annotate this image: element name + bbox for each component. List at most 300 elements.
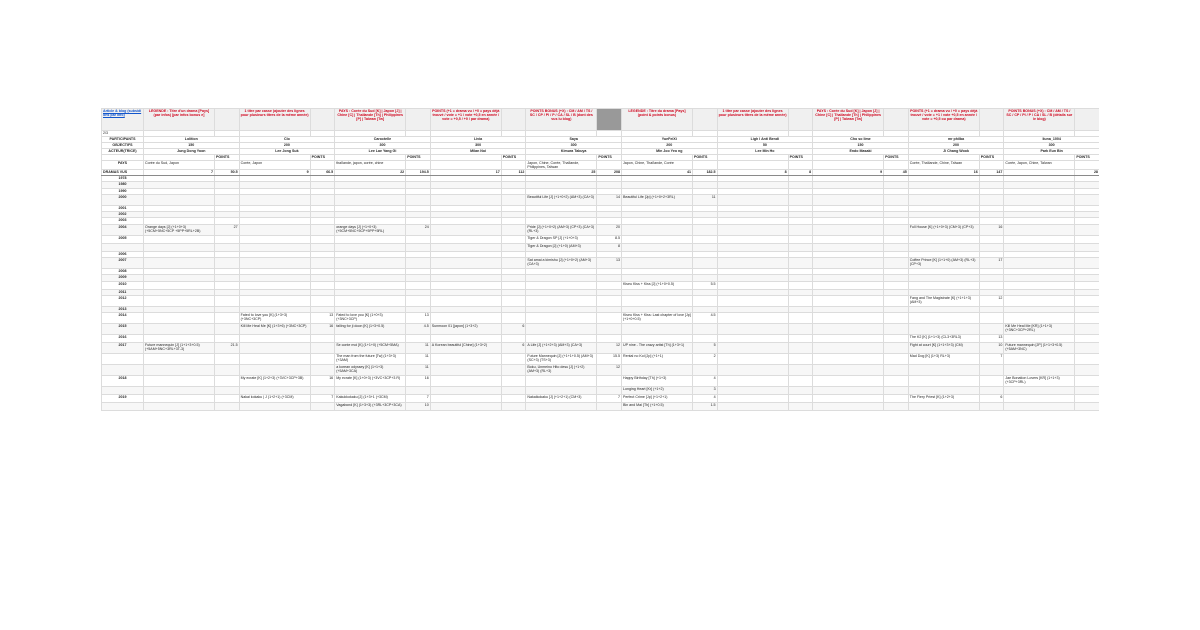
sheet-cell[interactable]: [979, 324, 1004, 335]
drama-count[interactable]: 7: [144, 170, 215, 176]
sheet-cell[interactable]: [239, 258, 310, 269]
sheet-cell[interactable]: [1004, 194, 1075, 205]
sheet-cell[interactable]: [239, 387, 310, 395]
drama-entry[interactable]: Beautiful Life [J] (+1+0+2) (AM+3) (CA+3): [526, 194, 597, 205]
sheet-cell[interactable]: [621, 365, 692, 376]
year-label[interactable]: 2017: [102, 343, 144, 354]
sheet-cell[interactable]: [310, 343, 335, 354]
sheet-cell[interactable]: [215, 376, 240, 387]
points-total[interactable]: 66.5: [310, 170, 335, 176]
participant-countries[interactable]: [430, 161, 501, 170]
sheet-cell[interactable]: [239, 365, 310, 376]
sheet-cell[interactable]: [501, 295, 526, 306]
drama-points[interactable]: 10: [406, 403, 431, 411]
header-spacer[interactable]: [979, 109, 1004, 131]
sheet-cell[interactable]: [813, 281, 884, 289]
drama-points[interactable]: 5.5: [692, 281, 717, 289]
sheet-cell[interactable]: [908, 313, 979, 324]
participant-name[interactable]: Ligh I Anti Bendi: [717, 137, 813, 143]
points-label[interactable]: POINTS: [215, 155, 240, 161]
drama-points[interactable]: 10: [979, 343, 1004, 354]
participant-name[interactable]: YueFeiXi: [621, 137, 717, 143]
sheet-cell[interactable]: [1004, 295, 1075, 306]
sheet-cell[interactable]: [406, 243, 431, 251]
drama-count[interactable]: 9: [813, 170, 884, 176]
drama-entry[interactable]: Orange days [J] (+1+0+3) (+5CM+5NC+5CP +5PP+5RL+2B): [144, 224, 215, 235]
sheet-cell[interactable]: [1075, 258, 1099, 269]
sheet-cell[interactable]: [788, 343, 813, 354]
drama-entry[interactable]: Fated to love you [K] (1+0+3) (+3NC+3CP): [335, 313, 406, 324]
drama-points[interactable]: 11: [406, 343, 431, 354]
participant-goal[interactable]: 300: [1004, 143, 1099, 149]
sheet-cell[interactable]: [215, 354, 240, 365]
participant-countries[interactable]: Corée du Sud, Japon: [144, 161, 215, 170]
sheet-cell[interactable]: [310, 354, 335, 365]
sheet-cell[interactable]: [884, 335, 909, 343]
drama-entry[interactable]: Fated to love you [K] (1+3+3) (+3NC+3CP): [239, 313, 310, 324]
drama-entry[interactable]: Sat amai a kimishu [J] (+1+0+2) (AM+3) (CA+3): [526, 258, 597, 269]
sheet-cell[interactable]: [788, 235, 813, 243]
sheet-cell[interactable]: [501, 403, 526, 411]
drama-points[interactable]: 4: [692, 376, 717, 387]
row-label-objectifs[interactable]: OBJECTIFS: [102, 143, 144, 149]
sheet-cell[interactable]: [884, 194, 909, 205]
participant-goal[interactable]: 50: [717, 143, 813, 149]
points-total[interactable]: 182.5: [692, 170, 717, 176]
year-label[interactable]: 1990: [102, 188, 144, 194]
sheet-cell[interactable]: [1075, 335, 1099, 343]
sheet-cell[interactable]: [239, 343, 310, 354]
sheet-cell[interactable]: [406, 295, 431, 306]
sheet-cell[interactable]: [501, 224, 526, 235]
sheet-cell[interactable]: [1004, 395, 1075, 403]
sheet-cell[interactable]: [813, 343, 884, 354]
points-total[interactable]: 112: [501, 170, 526, 176]
legend-header[interactable]: POINTS BONUS (+X) : CM / AM / TS / SC / CP / PI / P / CA / SL / B (détails sur le blog): [1004, 109, 1075, 131]
points-label[interactable]: POINTS: [597, 155, 622, 161]
drama-points[interactable]: 4: [692, 395, 717, 403]
sheet-cell[interactable]: [406, 258, 431, 269]
sheet-cell[interactable]: [310, 235, 335, 243]
sheet-cell[interactable]: [884, 403, 909, 411]
year-label[interactable]: 2009: [102, 275, 144, 281]
header-spacer[interactable]: [597, 109, 622, 131]
sheet-cell[interactable]: [788, 376, 813, 387]
sheet-cell[interactable]: [310, 365, 335, 376]
sheet-cell[interactable]: [908, 403, 979, 411]
legend-header[interactable]: POINTS (+1 = drama vu / +0 = pays déjà trouvé / vote = +1 / vote +0,5 en année / vote = +0,5 ou par drama): [908, 109, 979, 131]
sheet-cell[interactable]: [144, 295, 215, 306]
sheet-cell[interactable]: [239, 281, 310, 289]
year-label[interactable]: [102, 243, 144, 251]
participant-actor[interactable]: Min Joo Yeo ng: [621, 149, 717, 155]
sheet-cell[interactable]: [526, 387, 597, 395]
sheet-cell[interactable]: [501, 161, 526, 170]
legend-header[interactable]: 1 titre par casse (ajouter des lignes pour plusieurs titres de la même année): [239, 109, 310, 131]
sheet-cell[interactable]: [621, 235, 692, 243]
sheet-cell[interactable]: [144, 395, 215, 403]
sheet-cell[interactable]: [144, 324, 215, 335]
sheet-cell[interactable]: [215, 324, 240, 335]
sheet-cell[interactable]: [1075, 194, 1099, 205]
sheet-cell[interactable]: [406, 281, 431, 289]
sheet-cell[interactable]: [717, 235, 788, 243]
legend-header[interactable]: LÉGENDE : Titre d'un drama [Pays] (par infos) [par infos bonus e]: [144, 109, 215, 131]
sheet-cell[interactable]: [597, 161, 622, 170]
sheet-cell[interactable]: [310, 161, 335, 170]
drama-entry[interactable]: My ecrate [K] (1+2+3) (+3VC+3CP+3B): [239, 376, 310, 387]
year-label[interactable]: 2010: [102, 281, 144, 289]
drama-entry[interactable]: Future mannequin [J] (1+1+3+0.5) (+5AM+5NC+3RL+3T-3): [144, 343, 215, 354]
sheet-cell[interactable]: [406, 194, 431, 205]
sheet-cell[interactable]: [1075, 243, 1099, 251]
sheet-cell[interactable]: [430, 395, 501, 403]
drama-points[interactable]: 12: [597, 365, 622, 376]
sheet-cell[interactable]: [908, 281, 979, 289]
points-total[interactable]: 208: [597, 170, 622, 176]
participant-actor[interactable]: Jung Dong Yoon: [144, 149, 240, 155]
header-spacer[interactable]: [501, 109, 526, 131]
sheet-cell[interactable]: [526, 324, 597, 335]
points-total[interactable]: 28: [1075, 170, 1099, 176]
drama-entry[interactable]: Vagabond [K] (1+3+3) (+3RL+3CP+3CA): [335, 403, 406, 411]
year-label[interactable]: 2018: [102, 376, 144, 387]
year-label[interactable]: [102, 387, 144, 395]
sheet-cell[interactable]: [1075, 365, 1099, 376]
points-label[interactable]: POINTS: [788, 155, 813, 161]
sheet-cell[interactable]: [908, 235, 979, 243]
sheet-cell[interactable]: [621, 224, 692, 235]
year-label[interactable]: 2013: [102, 306, 144, 312]
sheet-cell[interactable]: [692, 243, 717, 251]
drama-count[interactable]: 41: [621, 170, 692, 176]
sheet-cell[interactable]: [239, 194, 310, 205]
sheet-cell[interactable]: [979, 387, 1004, 395]
sheet-cell[interactable]: [717, 395, 788, 403]
drama-entry[interactable]: Tiger & Dragon [J] (+1+0) (AM+3): [526, 243, 597, 251]
year-label[interactable]: 2006: [102, 251, 144, 257]
drama-points[interactable]: 13: [406, 313, 431, 324]
row-label-dramas[interactable]: DRAMAS VUS: [102, 170, 144, 176]
sheet-cell[interactable]: [621, 324, 692, 335]
row-label-participants[interactable]: PARTICIPANTS: [102, 137, 144, 143]
drama-points[interactable]: [1075, 343, 1099, 354]
sheet-cell[interactable]: [788, 281, 813, 289]
drama-entry[interactable]: Fang and The Magistrate [K] (+1+1+3) (AM+3): [908, 295, 979, 306]
participant-countries[interactable]: [813, 161, 884, 170]
sheet-cell[interactable]: [813, 258, 884, 269]
sheet-cell[interactable]: [788, 354, 813, 365]
sheet-cell[interactable]: [215, 295, 240, 306]
year-label[interactable]: 2012: [102, 295, 144, 306]
sheet-cell[interactable]: [597, 324, 622, 335]
sheet-cell[interactable]: [884, 387, 909, 395]
sheet-cell[interactable]: [692, 335, 717, 343]
drama-entry[interactable]: Kiseu Kiss + Kiss [J] (+1+0+0.5): [621, 281, 692, 289]
sheet-cell[interactable]: [335, 194, 406, 205]
header-spacer[interactable]: [310, 109, 335, 131]
year-label[interactable]: 2014: [102, 313, 144, 324]
sheet-cell[interactable]: [788, 161, 813, 170]
sheet-cell[interactable]: [979, 365, 1004, 376]
sheet-cell[interactable]: [310, 224, 335, 235]
header-spacer[interactable]: [406, 109, 431, 131]
sheet-cell[interactable]: [717, 335, 788, 343]
points-label[interactable]: POINTS: [310, 155, 335, 161]
sheet-cell[interactable]: [310, 243, 335, 251]
drama-count[interactable]: 9: [239, 170, 310, 176]
sheet-cell[interactable]: [239, 295, 310, 306]
sheet-cell[interactable]: [813, 243, 884, 251]
sheet-cell[interactable]: [1004, 281, 1075, 289]
sheet-cell[interactable]: [215, 313, 240, 324]
participant-name[interactable]: Lolition: [144, 137, 240, 143]
sheet-cell[interactable]: [979, 235, 1004, 243]
sheet-cell[interactable]: [310, 194, 335, 205]
year-label[interactable]: [102, 365, 144, 376]
sheet-cell[interactable]: [144, 235, 215, 243]
sheet-cell[interactable]: [813, 395, 884, 403]
drama-points[interactable]: 6: [501, 324, 526, 335]
sheet-cell[interactable]: [884, 354, 909, 365]
sheet-cell[interactable]: [501, 235, 526, 243]
sheet-cell[interactable]: [144, 354, 215, 365]
sheet-cell[interactable]: [813, 224, 884, 235]
drama-points[interactable]: 4.5: [406, 324, 431, 335]
drama-entry[interactable]: The Fiery Priest [K] (1+2+3): [908, 395, 979, 403]
sheet-cell[interactable]: [717, 387, 788, 395]
row-label-pays[interactable]: PAYS: [102, 161, 144, 170]
sheet-link[interactable]: Article & blog (subsidi ons par info): [102, 109, 144, 131]
header-spacer[interactable]: [788, 109, 813, 131]
drama-entry[interactable]: Kiseu Kiss + Kiss: Last chapter of love [Jp] (+1+0+0.5): [621, 313, 692, 324]
sheet-cell[interactable]: [813, 324, 884, 335]
sheet-cell[interactable]: [884, 365, 909, 376]
drama-points[interactable]: 12: [597, 343, 622, 354]
sheet-cell[interactable]: [144, 313, 215, 324]
sheet-cell[interactable]: [215, 395, 240, 403]
drama-points[interactable]: 16: [406, 376, 431, 387]
participant-goal[interactable]: 300: [335, 143, 431, 149]
sheet-cell[interactable]: [215, 365, 240, 376]
sheet-cell[interactable]: [1075, 295, 1099, 306]
participant-countries[interactable]: Corée, Thaïlande, Chine, Taïwan: [908, 161, 979, 170]
drama-points[interactable]: 17: [979, 258, 1004, 269]
drama-points[interactable]: 1.5: [692, 403, 717, 411]
sheet-cell[interactable]: [144, 403, 215, 411]
drama-entry[interactable]: orange days [J] (+1+0+3) (+5CM+5NC+5CP+5PP+5RL): [335, 224, 406, 235]
participant-actor[interactable]: Lee Jong Suk: [239, 149, 335, 155]
participant-goal[interactable]: 200: [621, 143, 717, 149]
sheet-cell[interactable]: [501, 365, 526, 376]
sheet-cell[interactable]: [215, 387, 240, 395]
header-spacer[interactable]: [1075, 109, 1099, 131]
points-label[interactable]: POINTS: [979, 155, 1004, 161]
sheet-cell[interactable]: [215, 235, 240, 243]
sheet-cell[interactable]: [310, 258, 335, 269]
sheet-cell[interactable]: [597, 295, 622, 306]
drama-entry[interactable]: Beautiful Life [Jp] (+1+0+2+3RL): [621, 194, 692, 205]
sheet-cell[interactable]: [406, 387, 431, 395]
drama-count[interactable]: 16: [908, 170, 979, 176]
sheet-cell[interactable]: [908, 365, 979, 376]
drama-points[interactable]: 16: [979, 224, 1004, 235]
sheet-cell[interactable]: [908, 376, 979, 387]
drama-points[interactable]: 16: [310, 324, 335, 335]
sheet-cell[interactable]: [717, 343, 788, 354]
participant-actor[interactable]: Kimura Takuya: [526, 149, 622, 155]
points-label[interactable]: POINTS: [884, 155, 909, 161]
drama-points[interactable]: 13: [310, 313, 335, 324]
sheet-cell[interactable]: [430, 376, 501, 387]
drama-points[interactable]: 3: [692, 387, 717, 395]
points-total[interactable]: 8: [788, 170, 813, 176]
drama-entry[interactable]: Nakai kokaku | J (1+2+1) (+3CM): [239, 395, 310, 403]
sheet-cell[interactable]: [526, 281, 597, 289]
drama-count[interactable]: 22: [335, 170, 406, 176]
drama-entry[interactable]: Happy Birthday [Th] (+1+3): [621, 376, 692, 387]
sheet-cell[interactable]: [813, 295, 884, 306]
sheet-cell[interactable]: [717, 281, 788, 289]
drama-entry[interactable]: A Life [J] (+1+2+3) (AM+3) (CA+3): [526, 343, 597, 354]
sheet-cell[interactable]: [430, 354, 501, 365]
sheet-cell[interactable]: [501, 387, 526, 395]
sheet-cell[interactable]: [144, 281, 215, 289]
sheet-cell[interactable]: [1075, 354, 1099, 365]
sheet-cell[interactable]: [621, 335, 692, 343]
sheet-cell[interactable]: [597, 376, 622, 387]
drama-points[interactable]: 7: [979, 354, 1004, 365]
header-spacer[interactable]: [215, 109, 240, 131]
participant-name[interactable]: Saya: [526, 137, 622, 143]
drama-points[interactable]: 6: [979, 395, 1004, 403]
sheet-cell[interactable]: [239, 243, 310, 251]
header-spacer[interactable]: [884, 109, 909, 131]
drama-points[interactable]: 11: [406, 354, 431, 365]
sheet-cell[interactable]: [979, 403, 1004, 411]
participant-goal[interactable]: 150: [144, 143, 240, 149]
drama-entry[interactable]: Sunmoon 01 [japon] (1+3+2): [430, 324, 501, 335]
sheet-cell[interactable]: [597, 281, 622, 289]
sheet-cell[interactable]: [430, 243, 501, 251]
sheet-cell[interactable]: [526, 313, 597, 324]
sheet-cell[interactable]: [692, 224, 717, 235]
sheet-cell[interactable]: [501, 194, 526, 205]
sheet-cell[interactable]: [239, 335, 310, 343]
drama-entry[interactable]: Kakukkokaku [J] (1+3+1 (+3CM): [335, 395, 406, 403]
sheet-cell[interactable]: [717, 313, 788, 324]
sheet-cell[interactable]: [813, 365, 884, 376]
sheet-cell[interactable]: [884, 243, 909, 251]
sheet-cell[interactable]: [1004, 243, 1075, 251]
sheet-cell[interactable]: [430, 313, 501, 324]
sheet-cell[interactable]: [717, 376, 788, 387]
sheet-cell[interactable]: [501, 376, 526, 387]
sheet-cell[interactable]: [621, 295, 692, 306]
sheet-cell[interactable]: [597, 403, 622, 411]
sheet-cell[interactable]: [692, 295, 717, 306]
sheet-cell[interactable]: [430, 365, 501, 376]
drama-points[interactable]: 27: [215, 224, 240, 235]
points-total[interactable]: 194.5: [406, 170, 431, 176]
sheet-cell[interactable]: [215, 243, 240, 251]
drama-count[interactable]: 25: [526, 170, 597, 176]
participant-actor[interactable]: Endo Masaki: [813, 149, 909, 155]
drama-entry[interactable]: a korean odyssey [K] (1+1+3) (+5AM+3CA): [335, 365, 406, 376]
sheet-cell[interactable]: [501, 395, 526, 403]
drama-entry[interactable]: Pride [J] (+1+0+2) (AM+3) (CP+3) (CA+3) (RL+3): [526, 224, 597, 235]
sheet-cell[interactable]: [908, 387, 979, 395]
participant-countries[interactable]: Corée, Japon: [239, 161, 310, 170]
sheet-cell[interactable]: [526, 403, 597, 411]
sheet-cell[interactable]: [788, 324, 813, 335]
drama-count[interactable]: 8: [717, 170, 788, 176]
drama-points[interactable]: 13: [979, 335, 1004, 343]
sheet-cell[interactable]: [335, 295, 406, 306]
sheet-cell[interactable]: [597, 335, 622, 343]
legend-header[interactable]: POINTS (+1 = drama vu / +0 = pays déjà trouvé / vote = +1 / vote +0,5 en année / vote = +0,5 / +0 / par drama): [430, 109, 501, 131]
sheet-cell[interactable]: [717, 194, 788, 205]
sheet-cell[interactable]: [884, 324, 909, 335]
sheet-cell[interactable]: [144, 365, 215, 376]
sheet-cell[interactable]: [884, 395, 909, 403]
sheet-cell[interactable]: [813, 376, 884, 387]
drama-entry[interactable]: My ecrate [K] (1+0+3) (+3VC+3CP+3 R): [335, 376, 406, 387]
sheet-cell[interactable]: [692, 258, 717, 269]
participant-goal[interactable]: 300: [526, 143, 622, 149]
sheet-cell[interactable]: [788, 387, 813, 395]
sheet-cell[interactable]: [1004, 313, 1075, 324]
participant-goal[interactable]: 150: [813, 143, 909, 149]
sheet-cell[interactable]: [884, 281, 909, 289]
drama-entry[interactable]: Boku, Unmeino Hito desu [J] (+1+2) (AM+3) (RL+3): [526, 365, 597, 376]
sheet-cell[interactable]: [406, 235, 431, 243]
spreadsheet[interactable]: [101, 108, 1099, 522]
sheet-cell[interactable]: [621, 243, 692, 251]
drama-points[interactable]: [1075, 324, 1099, 335]
drama-entry[interactable]: Fight at court [K] (1+1+3+3) (CM): [908, 343, 979, 354]
sheet-cell[interactable]: [597, 313, 622, 324]
points-label[interactable]: POINTS: [692, 155, 717, 161]
drama-entry[interactable]: Future Mannequin [J] (+1+1+0.5) (AM+3) (SC+3) (TS+3): [526, 354, 597, 365]
drama-points[interactable]: 13: [597, 258, 622, 269]
sheet-cell[interactable]: [501, 243, 526, 251]
sheet-cell[interactable]: [526, 335, 597, 343]
sheet-cell[interactable]: [788, 243, 813, 251]
sheet-cell[interactable]: [692, 365, 717, 376]
sheet-cell[interactable]: [310, 387, 335, 395]
sheet-cell[interactable]: [788, 335, 813, 343]
sheet-cell[interactable]: [788, 295, 813, 306]
sheet-cell[interactable]: [430, 295, 501, 306]
sheet-cell[interactable]: [979, 194, 1004, 205]
drama-entry[interactable]: Full House [K] (+1+0+3) (CM+3) (CP+3): [908, 224, 979, 235]
year-label[interactable]: 1980: [102, 182, 144, 188]
sheet-cell[interactable]: [335, 387, 406, 395]
drama-entry[interactable]: Rental no Koi [Jp] (+1+1): [621, 354, 692, 365]
year-label[interactable]: 2016: [102, 335, 144, 343]
year-label[interactable]: 2007: [102, 258, 144, 269]
sheet-cell[interactable]: [430, 224, 501, 235]
sheet-cell[interactable]: [1075, 281, 1099, 289]
sheet-cell[interactable]: [884, 224, 909, 235]
sheet-cell[interactable]: [310, 295, 335, 306]
participant-countries[interactable]: Japon, Chine, Thaïlande, Corée: [621, 161, 692, 170]
legend-header[interactable]: LÉGENDE : Titre du drama [Pays] (point & points bonus): [621, 109, 692, 131]
sheet-cell[interactable]: [979, 243, 1004, 251]
sheet-cell[interactable]: [717, 224, 788, 235]
points-label[interactable]: POINTS: [501, 155, 526, 161]
